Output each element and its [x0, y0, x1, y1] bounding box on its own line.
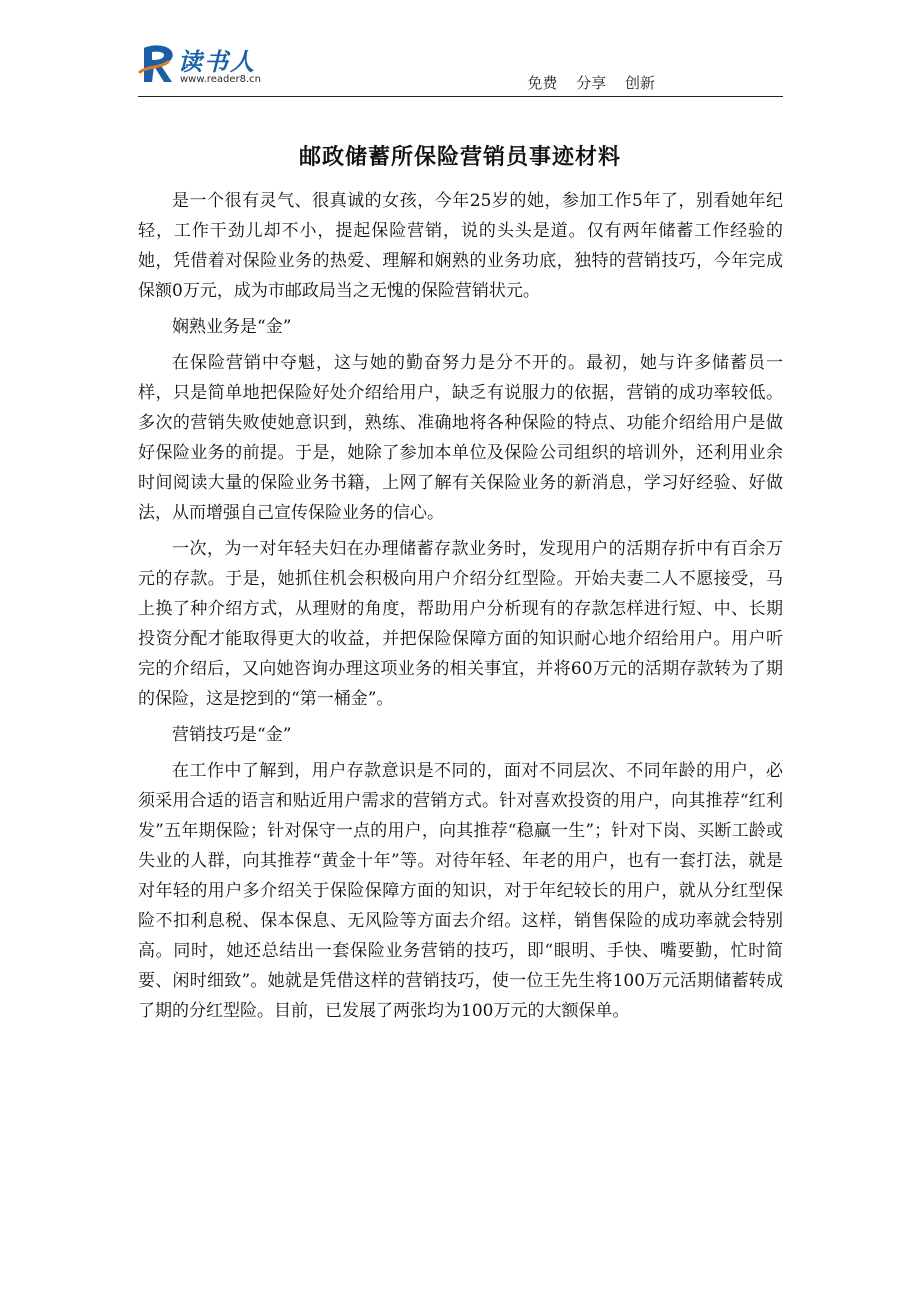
paragraph: 在工作中了解到，用户存款意识是不同的，面对不同层次、不同年龄的用户，必须采用合适的语言和贴近用户需求的营销方式。针对喜欢投资的用户，向其推荐“红利发”五年期保险；针对保守一点的用户，向其推荐“稳赢一生”；针对下岗、买断工龄或失业的人群，向其推荐“黄金十年”等。对待年轻、年老的用户，也有一套打法，就是对年轻的用户多介绍关于保险保障方面的知识，对于年纪较长的用户，就从分红型保险不扣利息税、保本保息、无风险等方面去介绍。这样，销售保险的成功率就会特别高。同时，她还总结出一套保险业务营销的技巧，即“眼明、手快、嘴要勤，忙时简要、闲时细致”。她就是凭借这样的营销技巧，使一位王先生将100万元活期储蓄转成了期的分红型险。目前，已发展了两张均为100万元的大额保单。 — [138, 761, 783, 1021]
paragraph: 一次，为一对年轻夫妇在办理储蓄存款业务时，发现用户的活期存折中有百余万元的存款。于是，她抓住机会积极向用户介绍分红型险。开始夫妻二人不愿接受，马上换了种介绍方式，从理财的角度，帮助用户分析现有的存款怎样进行短、中、长期投资分配才能取得更大的收益，并把保险保障方面的知识耐心地介绍给用户。用户听完的介绍后，又向她咨询办理这项业务的相关事宜，并将60万元的活期存款转为了期的保险，这是挖到的“第一桶金”。 — [138, 539, 783, 709]
paragraph: 在保险营销中夺魁，这与她的勤奋努力是分不开的。最初，她与许多储蓄员一样，只是简单地把保险好处介绍给用户，缺乏有说服力的依据，营销的成功率较低。多次的营销失败使她意识到，熟练、准确地将各种保险的特点、功能介绍给用户是做好保险业务的前提。于是，她除了参加本单位及保险公司组织的培训外，还利用业余时间阅读大量的保险业务书籍，上网了解有关保险业务的新消息，学习好经验、好做法，从而增强自己宣传保险业务的信心。 — [138, 353, 783, 523]
paragraph-intro: 是一个很有灵气、很真诚的女孩，今年25岁的她，参加工作5年了，别看她年纪轻，工作干劲儿却不小，提起保险营销，说的头头是道。仅有两年储蓄工作经验的她，凭借着对保险业务的热爱、理解和娴熟的业务功底，独特的营销技巧，今年完成保额0万元，成为市邮政局当之无愧的保险营销状元。 — [138, 191, 783, 301]
tagline-innovate: 创新 — [624, 74, 655, 92]
tagline-share: 分享 — [576, 74, 607, 92]
header-tagline — [527, 72, 655, 93]
reader-logo-icon — [138, 42, 180, 86]
section-heading: 营销技巧是“金” — [172, 725, 292, 745]
site-logo[interactable] — [138, 38, 278, 90]
logo-text: 读书人 — [178, 47, 256, 76]
page-header — [138, 38, 783, 97]
tagline-free: 免费 — [527, 74, 558, 92]
document-body — [138, 186, 783, 1032]
logo-url: www.reader8.cn — [180, 74, 261, 85]
section-heading: 娴熟业务是“金” — [172, 317, 292, 337]
document-title: 邮政储蓄所保险营销员事迹材料 — [298, 145, 621, 170]
